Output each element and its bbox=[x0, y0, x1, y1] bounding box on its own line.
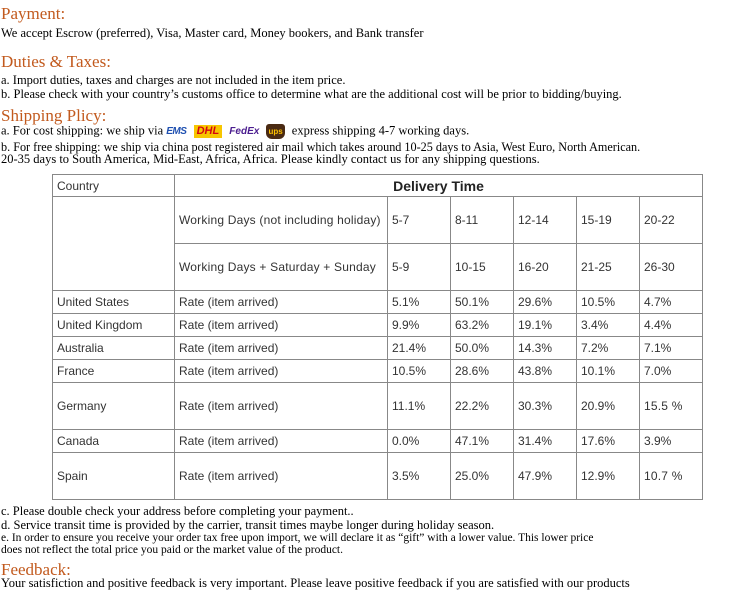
rate-label: Rate (item arrived) bbox=[175, 360, 388, 383]
table-cell: 50.0% bbox=[451, 337, 514, 360]
rate-label: Rate (item arrived) bbox=[175, 291, 388, 314]
rate-label: Rate (item arrived) bbox=[175, 383, 388, 430]
country-cell: United Kingdom bbox=[53, 314, 175, 337]
ems-logo-icon: EMS bbox=[166, 126, 187, 137]
table-cell: 30.3% bbox=[514, 383, 577, 430]
table-cell: 3.4% bbox=[577, 314, 640, 337]
note-d: d. Service transit time is provided by the carrier, transit times maybe longer during holiday season. bbox=[1, 518, 495, 532]
table-cell: 3.9% bbox=[640, 430, 703, 453]
table-row bbox=[53, 453, 703, 500]
country-cell: Canada bbox=[53, 430, 175, 453]
table-cell: 28.6% bbox=[451, 360, 514, 383]
working-days-label: Working Days (not including holiday) bbox=[175, 197, 388, 244]
table-cell: 10.7 % bbox=[640, 453, 703, 500]
working-sat-label: Working Days + Saturday + Sunday bbox=[175, 244, 388, 291]
table-cell: 7.1% bbox=[640, 337, 703, 360]
table-row bbox=[53, 430, 703, 453]
duties-heading: Duties & Taxes: bbox=[1, 52, 111, 71]
shipping-line-b2: 20-35 days to South America, Mid-East, Africa, Africa. Please kindly contact us for any shipping questions. bbox=[1, 152, 540, 166]
payment-heading: Payment: bbox=[1, 4, 66, 23]
table-cell: 3.5% bbox=[388, 453, 451, 500]
table-cell: 12.9% bbox=[577, 453, 640, 500]
feedback-text: Your satisfiction and positive feedback is very important. Please leave positive feedback if you are satisfied with our products bbox=[1, 576, 630, 590]
payment-text: We accept Escrow (preferred), Visa, Master card, Money bookers, and Bank transfer bbox=[1, 26, 424, 40]
rate-label: Rate (item arrived) bbox=[175, 453, 388, 500]
table-cell: 21-25 bbox=[577, 244, 640, 291]
table-row bbox=[53, 360, 703, 383]
table-cell: 43.8% bbox=[514, 360, 577, 383]
table-cell: 7.2% bbox=[577, 337, 640, 360]
table-row bbox=[53, 337, 703, 360]
carrier-logos bbox=[166, 124, 288, 139]
country-header: Country bbox=[53, 175, 175, 197]
rate-label: Rate (item arrived) bbox=[175, 430, 388, 453]
table-cell: 16-20 bbox=[514, 244, 577, 291]
table-cell: 14.3% bbox=[514, 337, 577, 360]
country-blank-cell bbox=[53, 197, 175, 291]
table-cell: 5.1% bbox=[388, 291, 451, 314]
duties-line-b: b. Please check with your country’s customs office to determine what are the additional cost will be prior to bidding/buying. bbox=[1, 87, 622, 101]
table-cell: 11.1% bbox=[388, 383, 451, 430]
table-cell: 4.4% bbox=[640, 314, 703, 337]
note-e2: does not reflect the total price you paid or the market value of the product. bbox=[1, 544, 344, 556]
table-cell: 20.9% bbox=[577, 383, 640, 430]
table-cell: 10.5% bbox=[577, 291, 640, 314]
table-cell: 8-11 bbox=[451, 197, 514, 244]
country-cell: Spain bbox=[53, 453, 175, 500]
table-cell: 19.1% bbox=[514, 314, 577, 337]
table-cell: 12-14 bbox=[514, 197, 577, 244]
country-cell: Germany bbox=[53, 383, 175, 430]
table-cell: 9.9% bbox=[388, 314, 451, 337]
delivery-time-header: Delivery Time bbox=[175, 175, 703, 197]
table-row bbox=[53, 383, 703, 430]
table-cell: 5-7 bbox=[388, 197, 451, 244]
table-cell: 63.2% bbox=[451, 314, 514, 337]
table-cell: 17.6% bbox=[577, 430, 640, 453]
table-cell: 31.4% bbox=[514, 430, 577, 453]
table-cell: 0.0% bbox=[388, 430, 451, 453]
rate-label: Rate (item arrived) bbox=[175, 314, 388, 337]
ups-logo-icon: ups bbox=[266, 124, 284, 139]
table-cell: 29.6% bbox=[514, 291, 577, 314]
table-cell: 20-22 bbox=[640, 197, 703, 244]
working-days-row bbox=[53, 197, 703, 244]
country-cell: United States bbox=[53, 291, 175, 314]
table-cell: 4.7% bbox=[640, 291, 703, 314]
table-cell: 10.1% bbox=[577, 360, 640, 383]
table-cell: 15.5 % bbox=[640, 383, 703, 430]
rate-label: Rate (item arrived) bbox=[175, 337, 388, 360]
table-cell: 47.9% bbox=[514, 453, 577, 500]
delivery-time-table bbox=[52, 174, 703, 500]
shipping-heading: Shipping Plicy: bbox=[1, 106, 107, 125]
note-e1: e. In order to ensure you receive your order tax free upon import, we will declare it as “gift” with a lower value. This lower price bbox=[1, 532, 594, 544]
shipping-line-a-suffix: express shipping 4-7 working days. bbox=[291, 123, 470, 138]
table-cell: 10.5% bbox=[388, 360, 451, 383]
table-cell: 25.0% bbox=[451, 453, 514, 500]
table-cell: 50.1% bbox=[451, 291, 514, 314]
shipping-line-a-prefix: a. For cost shipping: we ship via bbox=[1, 123, 164, 138]
shipping-line-b1: b. For free shipping: we ship via china post registered air mail which takes around 10-25 days to Asia, West Euro, North American. bbox=[1, 140, 641, 154]
shipping-line-a bbox=[1, 124, 469, 139]
table-cell: 7.0% bbox=[640, 360, 703, 383]
table-cell: 10-15 bbox=[451, 244, 514, 291]
table-cell: 22.2% bbox=[451, 383, 514, 430]
note-c: c. Please double check your address before completing your payment.. bbox=[1, 504, 354, 518]
table-row bbox=[53, 314, 703, 337]
country-cell: Australia bbox=[53, 337, 175, 360]
duties-line-a: a. Import duties, taxes and charges are not included in the item price. bbox=[1, 73, 346, 87]
country-cell: France bbox=[53, 360, 175, 383]
table-cell: 15-19 bbox=[577, 197, 640, 244]
table-cell: 21.4% bbox=[388, 337, 451, 360]
table-cell: 5-9 bbox=[388, 244, 451, 291]
fedex-logo-icon: FedEx bbox=[229, 126, 260, 137]
table-header-row bbox=[53, 175, 703, 197]
table-cell: 47.1% bbox=[451, 430, 514, 453]
feedback-heading: Feedback: bbox=[1, 560, 71, 579]
dhl-logo-icon: DHL bbox=[194, 125, 223, 138]
table-row bbox=[53, 291, 703, 314]
table-cell: 26-30 bbox=[640, 244, 703, 291]
